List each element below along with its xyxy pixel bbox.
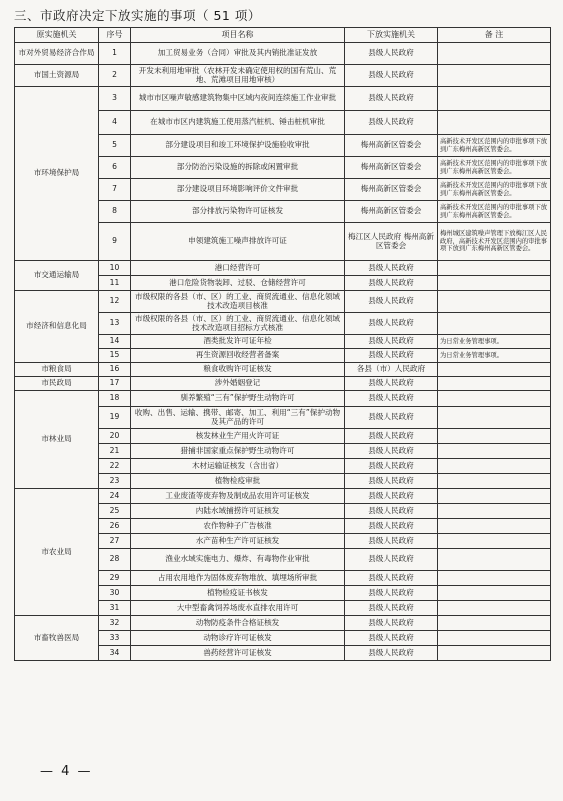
note-cell (438, 459, 551, 474)
note-cell (438, 586, 551, 601)
item-name-cell: 港口经营许可 (131, 261, 345, 276)
dept-cell: 县级人民政府 (345, 571, 438, 586)
item-number-cell: 7 (99, 179, 131, 201)
item-number-cell: 14 (99, 335, 131, 349)
item-number-cell: 19 (99, 407, 131, 429)
item-name-cell: 市级权限的各县（市、区）的工业、商贸流通业、信息化领域技术改造项目核准 (131, 291, 345, 313)
item-name-cell: 涉外婚姻登记 (131, 377, 345, 391)
header-name: 项目名称 (131, 28, 345, 43)
item-name-cell: 猎捕非国家重点保护野生动物许可 (131, 444, 345, 459)
item-number-cell: 23 (99, 474, 131, 489)
table-row (15, 616, 551, 631)
item-number-cell: 1 (99, 43, 131, 65)
item-name-cell: 城市市区噪声敏感建筑物集中区域内夜间连续施工作业审批 (131, 87, 345, 111)
note-cell (438, 111, 551, 135)
note-cell (438, 313, 551, 335)
header-note: 备 注 (438, 28, 551, 43)
item-name-cell: 植物检疫证书核发 (131, 586, 345, 601)
dept-cell: 县级人民政府 (345, 313, 438, 335)
note-cell (438, 646, 551, 661)
dept-cell: 县级人民政府 (345, 601, 438, 616)
item-number-cell: 29 (99, 571, 131, 586)
agency-cell: 市畜牧兽医局 (15, 616, 99, 661)
item-name-cell: 内陆水域捕捞许可证核发 (131, 504, 345, 519)
table-row (15, 291, 551, 313)
item-number-cell: 8 (99, 201, 131, 223)
item-name-cell: 农作物种子广告核准 (131, 519, 345, 534)
agency-cell: 市国土资源局 (15, 65, 99, 87)
note-cell (438, 276, 551, 291)
item-name-cell: 申领建筑施工噪声排放许可证 (131, 223, 345, 261)
dept-cell: 县级人民政府 (345, 391, 438, 407)
header-dept: 下放实施机关 (345, 28, 438, 43)
note-cell (438, 291, 551, 313)
item-number-cell: 30 (99, 586, 131, 601)
item-name-cell: 部分建设项目环境影响评价文件审批 (131, 179, 345, 201)
dept-cell: 县级人民政府 (345, 349, 438, 363)
dept-cell: 县级人民政府 (345, 429, 438, 444)
item-name-cell: 大中型畜禽饲养场废水直排农用许可 (131, 601, 345, 616)
dept-cell: 县级人民政府 (345, 504, 438, 519)
note-cell: 为日常业务管理事项。 (438, 335, 551, 349)
item-name-cell: 驯养繁殖“三有”保护野生动物许可 (131, 391, 345, 407)
dept-cell: 县级人民政府 (345, 616, 438, 631)
table-row (15, 377, 551, 391)
item-name-cell: 收购、出售、运输、携带、邮寄、加工、利用“三有”保护动物及其产品的许可 (131, 407, 345, 429)
item-number-cell: 27 (99, 534, 131, 549)
note-cell (438, 429, 551, 444)
item-name-cell: 再生资源回收经营者备案 (131, 349, 345, 363)
item-number-cell: 15 (99, 349, 131, 363)
note-cell (438, 504, 551, 519)
dept-cell: 县级人民政府 (345, 519, 438, 534)
dept-cell: 县级人民政府 (345, 43, 438, 65)
dept-cell: 县级人民政府 (345, 65, 438, 87)
dept-cell: 县级人民政府 (345, 377, 438, 391)
item-name-cell: 动物诊疗许可证核发 (131, 631, 345, 646)
table-row (15, 87, 551, 111)
item-name-cell: 在城市市区内建筑施工使用蒸汽桩机、锤击桩机审批 (131, 111, 345, 135)
item-number-cell: 10 (99, 261, 131, 276)
note-cell: 高新技术开发区范围内的审批事项下放到广东梅州高新区管委会。 (438, 179, 551, 201)
dept-cell: 县级人民政府 (345, 534, 438, 549)
item-number-cell: 21 (99, 444, 131, 459)
item-name-cell: 兽药经营许可证核发 (131, 646, 345, 661)
dept-cell: 梅江区人民政府 梅州高新区管委会 (345, 223, 438, 261)
item-number-cell: 31 (99, 601, 131, 616)
header-agency: 原实施机关 (15, 28, 99, 43)
note-cell: 高新技术开发区范围内的审批事项下放到广东梅州高新区管委会。 (438, 157, 551, 179)
dept-cell: 县级人民政府 (345, 276, 438, 291)
item-number-cell: 4 (99, 111, 131, 135)
item-name-cell: 核发林业生产用火许可证 (131, 429, 345, 444)
note-cell (438, 377, 551, 391)
dept-cell: 县级人民政府 (345, 474, 438, 489)
item-number-cell: 18 (99, 391, 131, 407)
note-cell: 为日常业务管理事项。 (438, 349, 551, 363)
agency-cell: 市经济和信息化局 (15, 291, 99, 363)
dept-cell: 梅州高新区管委会 (345, 201, 438, 223)
item-number-cell: 9 (99, 223, 131, 261)
item-number-cell: 6 (99, 157, 131, 179)
note-cell: 梅州城区建筑噪声管理下放梅江区人民政府，高新技术开发区范围内的审批事项下放到广东梅州高新区管委会。 (438, 223, 551, 261)
table-row (15, 261, 551, 276)
item-name-cell: 开发未利用地审批（农林开发未确定使用权的国有荒山、荒地、荒滩项目用地审核） (131, 65, 345, 87)
item-number-cell: 11 (99, 276, 131, 291)
item-number-cell: 32 (99, 616, 131, 631)
item-number-cell: 5 (99, 135, 131, 157)
item-number-cell: 28 (99, 549, 131, 571)
item-name-cell: 动物防疫条件合格证核发 (131, 616, 345, 631)
dept-cell: 县级人民政府 (345, 261, 438, 276)
dept-cell: 县级人民政府 (345, 407, 438, 429)
note-cell (438, 616, 551, 631)
item-number-cell: 34 (99, 646, 131, 661)
dept-cell: 县级人民政府 (345, 111, 438, 135)
item-number-cell: 20 (99, 429, 131, 444)
note-cell (438, 87, 551, 111)
dept-cell: 县级人民政府 (345, 586, 438, 601)
dept-cell: 县级人民政府 (345, 489, 438, 504)
dept-cell: 梅州高新区管委会 (345, 135, 438, 157)
note-cell (438, 363, 551, 377)
item-number-cell: 22 (99, 459, 131, 474)
agency-cell: 市交通运输局 (15, 261, 99, 291)
note-cell (438, 631, 551, 646)
table-row (15, 391, 551, 407)
item-name-cell: 酒类批发许可证年检 (131, 335, 345, 349)
note-cell (438, 43, 551, 65)
note-cell: 高新技术开发区范围内的审批事项下放到广东梅州高新区管委会。 (438, 135, 551, 157)
dept-cell: 县级人民政府 (345, 646, 438, 661)
item-number-cell: 24 (99, 489, 131, 504)
note-cell (438, 571, 551, 586)
item-name-cell: 工业废渣等废弃物及制成品农用许可证核发 (131, 489, 345, 504)
table-header-row (15, 28, 551, 43)
item-number-cell: 17 (99, 377, 131, 391)
item-name-cell: 部分防治污染设施的拆除或闲置审批 (131, 157, 345, 179)
dept-cell: 县级人民政府 (345, 335, 438, 349)
item-name-cell: 水产苗种生产许可证核发 (131, 534, 345, 549)
table-row (15, 363, 551, 377)
dept-cell: 县级人民政府 (345, 87, 438, 111)
item-name-cell: 市级权限的各县（市、区）的工业、商贸流通业、信息化领域技术改造项目招标方式核准 (131, 313, 345, 335)
item-number-cell: 13 (99, 313, 131, 335)
dept-cell: 县级人民政府 (345, 549, 438, 571)
note-cell (438, 391, 551, 407)
note-cell: 高新技术开发区范围内的审批事项下放到广东梅州高新区管委会。 (438, 201, 551, 223)
table-row (15, 43, 551, 65)
item-number-cell: 25 (99, 504, 131, 519)
item-number-cell: 33 (99, 631, 131, 646)
item-number-cell: 2 (99, 65, 131, 87)
note-cell (438, 489, 551, 504)
item-name-cell: 部分建设项目和竣工环境保护设施验收审批 (131, 135, 345, 157)
note-cell (438, 549, 551, 571)
agency-cell: 市林业局 (15, 391, 99, 489)
item-name-cell: 木材运输证核发（含出省） (131, 459, 345, 474)
note-cell (438, 474, 551, 489)
agency-cell: 市粮食局 (15, 363, 99, 377)
item-name-cell: 渔业水域实施电力、爆炸、有毒物作业审批 (131, 549, 345, 571)
note-cell (438, 407, 551, 429)
dept-cell: 梅州高新区管委会 (345, 179, 438, 201)
item-number-cell: 3 (99, 87, 131, 111)
item-name-cell: 港口危险货物装卸、过驳、仓储经营许可 (131, 276, 345, 291)
header-number: 序号 (99, 28, 131, 43)
note-cell (438, 65, 551, 87)
agency-cell: 市民政局 (15, 377, 99, 391)
dept-cell: 县级人民政府 (345, 291, 438, 313)
item-name-cell: 加工贸易业务（合同）审批及其内销批准证发放 (131, 43, 345, 65)
dept-cell: 县级人民政府 (345, 631, 438, 646)
page-number: — 4 — (40, 764, 93, 779)
dept-cell: 梅州高新区管委会 (345, 157, 438, 179)
item-name-cell: 占用农用地作为固体废弃物堆放、填埋场所审批 (131, 571, 345, 586)
table-row (15, 489, 551, 504)
note-cell (438, 519, 551, 534)
dept-cell: 县级人民政府 (345, 459, 438, 474)
item-name-cell: 粮食收购许可证核发 (131, 363, 345, 377)
item-name-cell: 植物检疫审批 (131, 474, 345, 489)
item-number-cell: 26 (99, 519, 131, 534)
item-name-cell: 部分排放污染物许可证核发 (131, 201, 345, 223)
item-number-cell: 16 (99, 363, 131, 377)
note-cell (438, 444, 551, 459)
note-cell (438, 601, 551, 616)
note-cell (438, 534, 551, 549)
agency-cell: 市环境保护局 (15, 87, 99, 261)
dept-cell: 县级人民政府 (345, 444, 438, 459)
agency-cell: 市对外贸易经济合作局 (15, 43, 99, 65)
table-row (15, 65, 551, 87)
delegation-table (14, 27, 551, 661)
item-number-cell: 12 (99, 291, 131, 313)
agency-cell: 市农业局 (15, 489, 99, 616)
table-body (15, 43, 551, 661)
page-title: 三、市政府决定下放实施的事项（ 51 项） (14, 8, 261, 23)
dept-cell: 各县（市）人民政府 (345, 363, 438, 377)
note-cell (438, 261, 551, 276)
